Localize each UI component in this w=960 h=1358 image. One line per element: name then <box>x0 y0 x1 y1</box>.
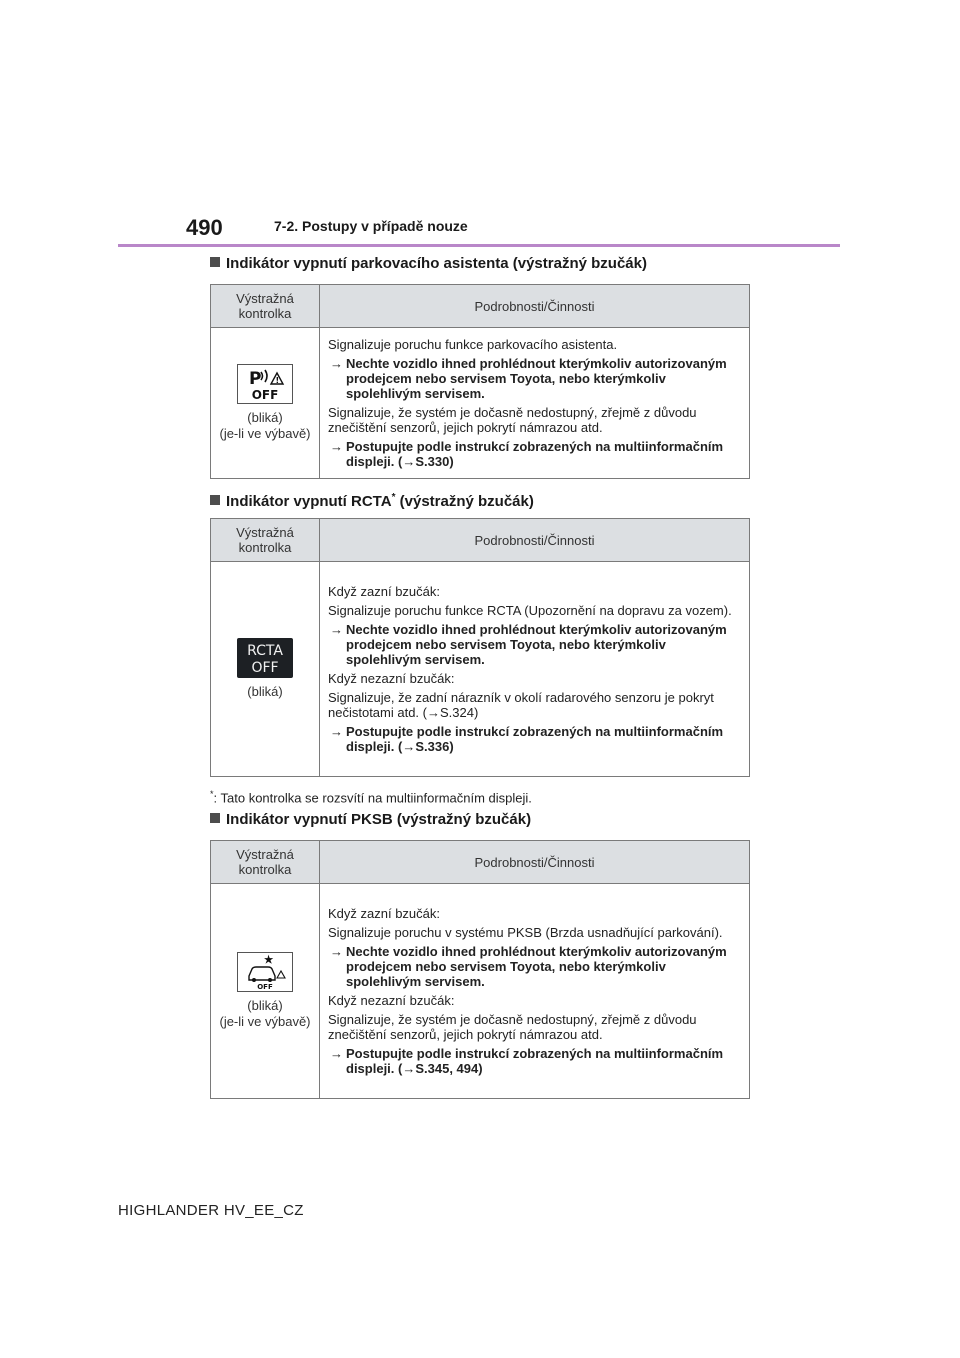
header-details: Podrobnosti/Činnosti <box>320 285 750 328</box>
pksb-off-icon <box>237 952 293 996</box>
footnote-marker: * <box>391 492 396 503</box>
arrow-right-icon: → <box>330 355 343 371</box>
arrow-right-icon: → <box>330 943 343 959</box>
header-divider <box>118 244 840 247</box>
parking-assist-off-icon <box>237 364 293 408</box>
rcta-off-icon <box>237 638 293 682</box>
detail-text: Signalizuje, že zadní nárazník v okolí radarového senzoru je pokryt nečistotami atd. (→S.324) <box>328 689 714 720</box>
section-title-parking-assist: Indikátor vypnutí parkovacího asistenta (výstražný bzučák) <box>210 254 647 274</box>
detail-text: Signalizuje, že systém je dočasně nedostupný, zřejmě z důvodu znečištění senzorů, jejich pokrytí námrazou atd. <box>328 1011 697 1042</box>
detail-text: Když zazní bzučák: <box>328 583 440 599</box>
detail-text: Signalizuje poruchu funkce RCTA (Upozornění na dopravu za vozem). <box>328 602 732 618</box>
header-warning-light: Výstražná kontrolka <box>211 519 320 562</box>
icon-label-if-equipped: (je-li ve výbavě) <box>219 1014 311 1029</box>
icon-cell <box>211 328 320 479</box>
icon-label-blinks: (bliká) <box>247 410 283 425</box>
svg-text:RCTA: RCTA <box>247 643 283 659</box>
details-cell <box>320 562 750 777</box>
detail-text: Signalizuje poruchu funkce parkovacího asistenta. <box>328 336 618 352</box>
svg-text:OFF: OFF <box>251 660 279 676</box>
table-row <box>211 328 750 479</box>
header-details: Podrobnosti/Činnosti <box>320 841 750 884</box>
icon-label-if-equipped: (je-li ve výbavě) <box>219 426 311 441</box>
svg-text:OFF: OFF <box>251 388 279 402</box>
icon-label-blinks: (bliká) <box>247 684 283 699</box>
arrow-right-icon: → <box>330 723 343 739</box>
arrow-right-icon: → <box>330 621 343 637</box>
action-item: → Postupujte podle instrukcí zobrazených na multiinformačním displeji. (→S.336) <box>330 723 724 754</box>
detail-text: Když zazní bzučák: <box>328 905 440 921</box>
table-header-row <box>211 519 750 562</box>
details-cell <box>320 884 750 1099</box>
footnote-marker: * <box>210 789 214 799</box>
header-details: Podrobnosti/Činnosti <box>320 519 750 562</box>
chapter-title: 7-2. Postupy v případě nouze <box>274 218 468 234</box>
section-title-pksb: Indikátor vypnutí PKSB (výstražný bzučák) <box>210 810 531 830</box>
table-header-row <box>211 285 750 328</box>
svg-text:OFF: OFF <box>257 983 273 991</box>
icon-label-blinks: (bliká) <box>247 998 283 1013</box>
square-bullet-icon <box>210 813 220 823</box>
arrow-right-icon: → <box>330 438 343 454</box>
square-bullet-icon <box>210 257 220 267</box>
table-row <box>211 884 750 1099</box>
page-number: 490 <box>186 215 223 240</box>
section-title-rcta: Indikátor vypnutí RCTA* (výstražný bzučák) <box>210 488 534 512</box>
detail-text: Signalizuje, že systém je dočasně nedostupný, zřejmě z důvodu znečištění senzorů, jejich pokrytí námrazou atd. <box>328 404 697 435</box>
table-header-row <box>211 841 750 884</box>
svg-text:P: P <box>249 369 262 389</box>
action-item: → Postupujte podle instrukcí zobrazených na multiinformačním displeji. (→S.330) <box>330 438 724 469</box>
detail-text: Když nezazní bzučák: <box>328 992 455 1008</box>
action-item: → Nechte vozidlo ihned prohlédnout kterýmkoliv autorizovaným prodejcem nebo servisem Toyota, nebo kterýmkoliv spolehlivým servisem. <box>330 621 727 667</box>
details-cell <box>320 328 750 479</box>
arrow-right-icon: → <box>330 1045 343 1061</box>
table-row <box>211 562 750 777</box>
icon-cell <box>211 562 320 777</box>
detail-text: Signalizuje poruchu v systému PKSB (Brzda usnadňující parkování). <box>328 924 723 940</box>
svg-text:!: ! <box>275 376 280 385</box>
footnote: *: Tato kontrolka se rozsvítí na multiinformačním displeji. <box>210 789 532 806</box>
detail-text: Když nezazní bzučák: <box>328 670 455 686</box>
square-bullet-icon <box>210 495 220 505</box>
warning-table-rcta <box>210 518 750 777</box>
icon-cell <box>211 884 320 1099</box>
document-footer: HIGHLANDER HV_EE_CZ <box>118 1202 304 1219</box>
header-warning-light: Výstražná kontrolka <box>211 285 320 328</box>
action-item: → Nechte vozidlo ihned prohlédnout kterýmkoliv autorizovaným prodejcem nebo servisem Toyota, nebo kterýmkoliv spolehlivým servisem. <box>330 355 727 401</box>
warning-table-pksb <box>210 840 750 1099</box>
action-item: → Nechte vozidlo ihned prohlédnout kterýmkoliv autorizovaným prodejcem nebo servisem Toyota, nebo kterýmkoliv spolehlivým servisem. <box>330 943 727 989</box>
warning-table-parking-assist <box>210 284 750 479</box>
action-item: → Postupujte podle instrukcí zobrazených na multiinformačním displeji. (→S.345, 494) <box>330 1045 724 1076</box>
header-warning-light: Výstražná kontrolka <box>211 841 320 884</box>
page-header <box>118 210 840 246</box>
